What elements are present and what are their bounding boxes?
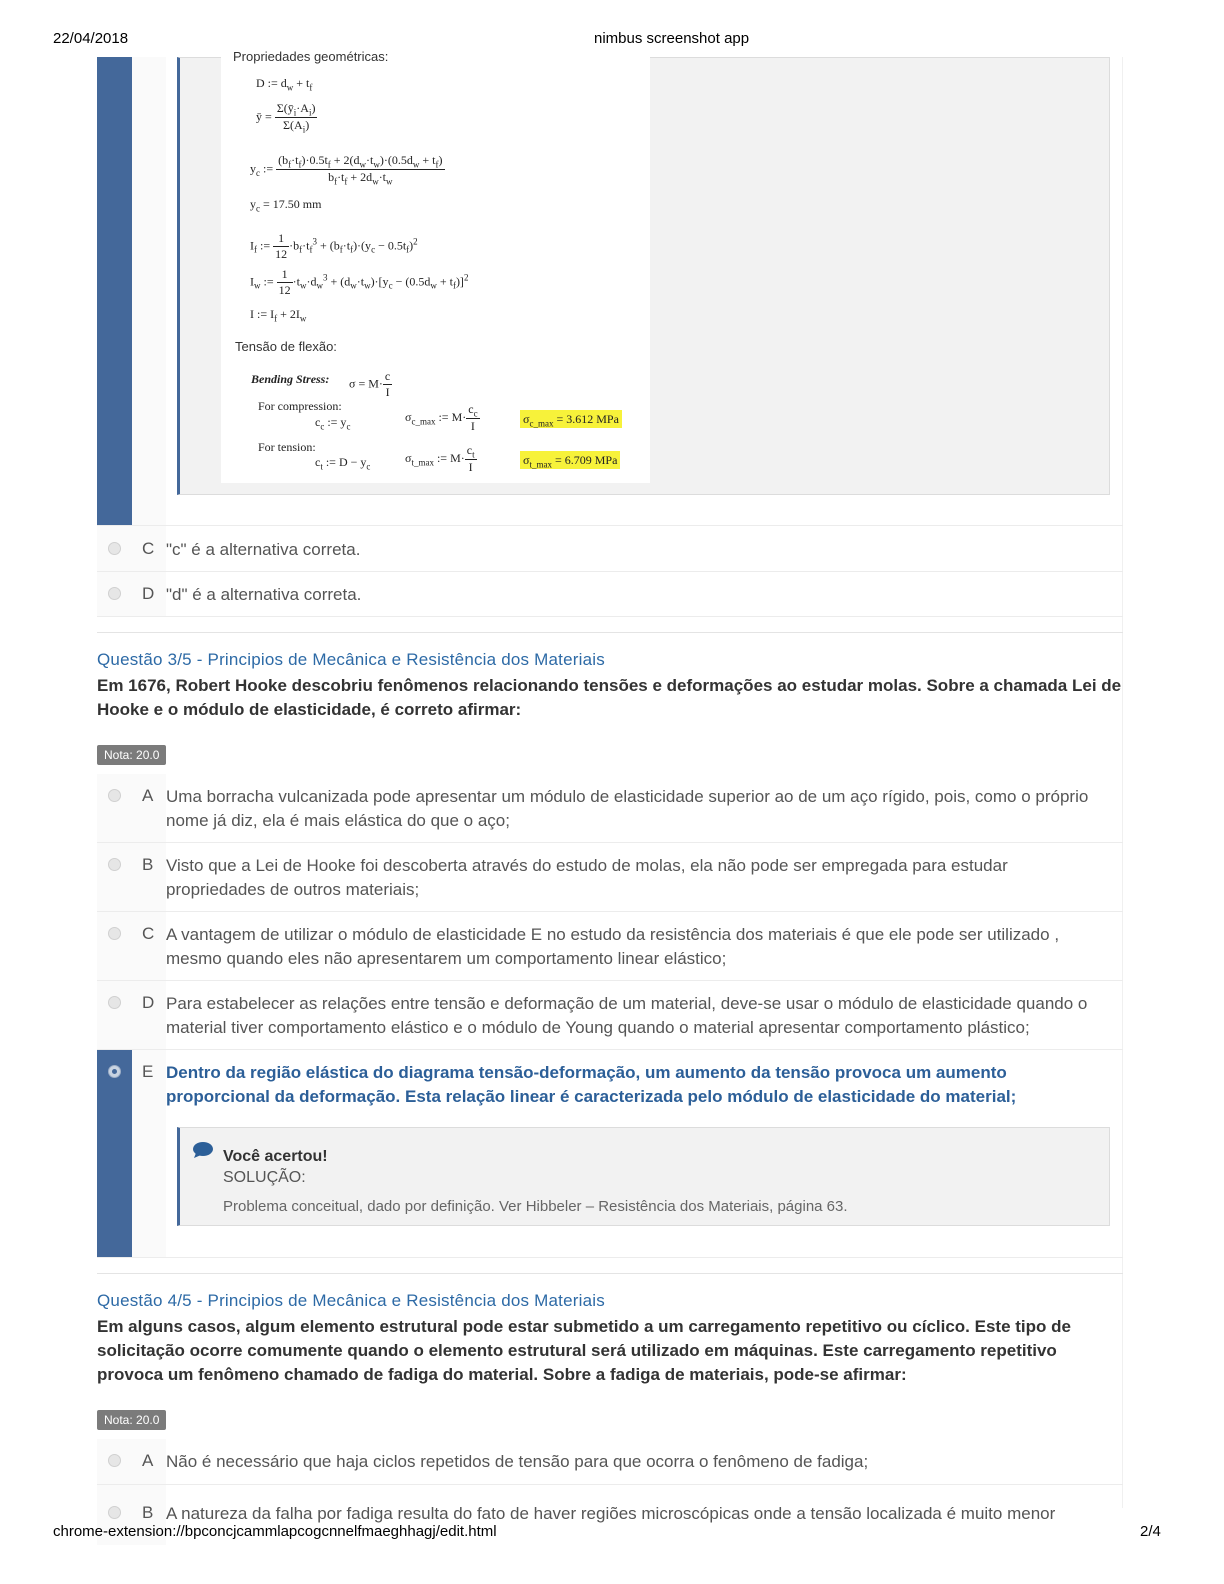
option-text: "d" é a alternativa correta. xyxy=(166,585,362,604)
option-text: Não é necessário que haja ciclos repetidos de tensão para que ocorra o fenômeno de fadiga; xyxy=(166,1452,869,1471)
answer-option-d[interactable] xyxy=(97,981,1123,1050)
solution-text: Problema conceitual, dado por definição. Ver Hibbeler – Resistência dos Materiais, página 63. xyxy=(223,1198,848,1215)
radio-icon[interactable] xyxy=(108,587,121,600)
answer-option-a[interactable] xyxy=(97,774,1123,843)
radio-icon[interactable] xyxy=(108,1506,121,1519)
print-title: nimbus screenshot app xyxy=(594,30,750,47)
comment-icon xyxy=(192,1141,214,1159)
option-text-correct: Dentro da região elástica do diagrama tensão-deformação, um aumento da tensão provoca um aumento proporcional da deformação. Esta relação linear é caracterizada pelo módulo de elasticidade do material; xyxy=(166,1063,1017,1106)
eq-Iw: $I_w$ := $\frac{1}{12}$ $\cdot t_w\cdot d_w^3 + (d_w\cdot t_w)\cdot[y_c - (0.5d_w + t_f)]^2$ xyxy=(250,267,469,297)
eq-D: D := $d_w + t_f$ xyxy=(256,76,313,93)
grade-badge: Nota: 20.0 xyxy=(97,745,166,765)
eq-cc: $c_c$ := $y_c$ xyxy=(315,415,351,432)
radio-icon[interactable] xyxy=(108,927,121,940)
eq-yc: $y_c$ := $\frac{(b_f\cdot t_f)\cdot 0.5t_f + 2(d_w\cdot t_w)\cdot(0.5d_w + t_f)}{b_f\cdot t_f + 2d_w\cdot t_w}$ xyxy=(250,153,443,187)
radio-icon[interactable] xyxy=(108,789,121,802)
eq-If: $I_f$ := $\frac{1}{12}$ $\cdot b_f\cdot t_f^3 + (b_f\cdot t_f)\cdot(y_c - 0.5t_f)^2$ xyxy=(250,231,418,261)
divider xyxy=(97,632,1123,633)
grade-badge: Nota: 20.0 xyxy=(97,1410,166,1430)
option-text: Visto que a Lei de Hooke foi descoberta através do estudo de molas, ela não pode ser empregada para estudar propriedades de outros materiais; xyxy=(166,856,1008,899)
feedback-box xyxy=(177,1127,1110,1226)
formula-image xyxy=(221,49,650,483)
question-4-text: Em alguns casos, algum elemento estrutural pode estar submetido a um carregamento repetitivo ou cíclico. Este tipo de solicitação ocorre comumente quando o elemento estrutural será utilizado em máquinas. Este carregamento repetitivo provoca um fenômeno chamado de fadiga do material. Sobre a fadiga de materiais, pode-se afirmar: xyxy=(97,1317,1071,1384)
question-4-title: Questão 4/5 - Principios de Mecânica e Resistência dos Materiais xyxy=(97,1291,605,1310)
option-letter: D xyxy=(142,993,155,1012)
eq-ct: $c_t$ := $D - y_c$ xyxy=(315,455,371,472)
print-page-number: 2/4 xyxy=(1140,1523,1161,1540)
for-compression: For compression: xyxy=(258,399,342,413)
answer-option-a[interactable] xyxy=(97,1439,1123,1485)
answer-option-d[interactable] xyxy=(97,572,1123,617)
radio-selected-icon[interactable] xyxy=(108,1065,121,1078)
option-letter: E xyxy=(142,1062,154,1081)
option-letter: C xyxy=(142,924,155,943)
option-text: A natureza da falha por fadiga resulta do fato de haver regiões microscópicas onde a tensão localizada é muito menor xyxy=(166,1504,1056,1523)
eq-sigma-c: $\sigma_{c\_max}$ := M· $\frac{c_c}{I}$ xyxy=(405,402,478,434)
answer-option-c[interactable] xyxy=(97,912,1123,981)
option-letter: C xyxy=(142,539,155,558)
answer-option-b[interactable] xyxy=(97,843,1123,912)
bending-label: Bending Stress: xyxy=(251,372,330,386)
option-text: Para estabelecer as relações entre tensão e deformação de um material, deve-se usar o módulo de elasticidade quando o material tiver comportamento elástico e o módulo de Young quando o material apresentar comportamento plástico; xyxy=(166,994,1088,1037)
radio-icon[interactable] xyxy=(108,1454,121,1467)
option-letter: A xyxy=(142,786,154,805)
question-3-title: Questão 3/5 - Principios de Mecânica e Resistência dos Materiais xyxy=(97,650,605,669)
radio-icon[interactable] xyxy=(108,996,121,1009)
eq-sigma-t: $\sigma_{t\_max}$ := M· $\frac{c_t}{I}$ xyxy=(405,443,475,475)
sigma-c-max: $\sigma_{c\_max} = 3.612$ MPa xyxy=(520,412,622,428)
print-date: 22/04/2018 xyxy=(53,30,129,47)
sigma-t-max: $\sigma_{t\_max} = 6.709$ MPa xyxy=(520,453,620,469)
for-tension: For tension: xyxy=(258,440,316,454)
answer-option-c[interactable] xyxy=(97,526,1123,572)
section-geometric: Propriedades geométricas: xyxy=(233,49,389,64)
section-bending: Tensão de flexão: xyxy=(235,339,337,354)
feedback-label: Você acertou! xyxy=(223,1148,328,1165)
solution-heading: SOLUÇÃO: xyxy=(223,1169,306,1186)
eq-yc-value: $y_c = 17.50$ mm xyxy=(250,197,322,214)
radio-icon[interactable] xyxy=(108,858,121,871)
option-letter: D xyxy=(142,584,155,603)
option-text: A vantagem de utilizar o módulo de elasticidade E no estudo da resistência dos materiais é que ele pode ser utilizado , mesmo quando eles não apresentarem um comportamento linear elástico; xyxy=(166,925,1060,968)
question-3-text: Em 1676, Robert Hooke descobriu fenômenos relacionando tensões e deformações ao estudar molas. Sobre a chamada Lei de Hooke e o módulo de elasticidade, é correto afirmar: xyxy=(97,676,1122,719)
eq-sigma: σ = M· $\frac{c}{I}$ xyxy=(349,369,391,399)
divider xyxy=(97,1273,1123,1274)
option-text: Uma borracha vulcanizada pode apresentar um módulo de elasticidade superior ao de um aço rígido, pois, como o próprio nome já diz, ela é mais elástica do que o aço; xyxy=(166,787,1089,830)
quiz-page xyxy=(97,49,1123,1523)
option-letter: B xyxy=(142,855,154,874)
print-url: chrome-extension://bpconcjcammlapcogcnnelfmaeghhagj/edit.html xyxy=(53,1523,497,1540)
eq-I: I := $I_f + 2I_w$ xyxy=(250,307,307,324)
radio-icon[interactable] xyxy=(108,542,121,555)
eq-ybar: ȳ = $\frac{\Sigma(ȳ_i\cdot A_i)}{\Sigma(A_i)}$ xyxy=(256,101,316,135)
option-text: "c" é a alternativa correta. xyxy=(166,540,361,559)
option-letter: B xyxy=(142,1503,154,1522)
option-letter: A xyxy=(142,1451,154,1470)
selected-rail xyxy=(97,57,132,525)
